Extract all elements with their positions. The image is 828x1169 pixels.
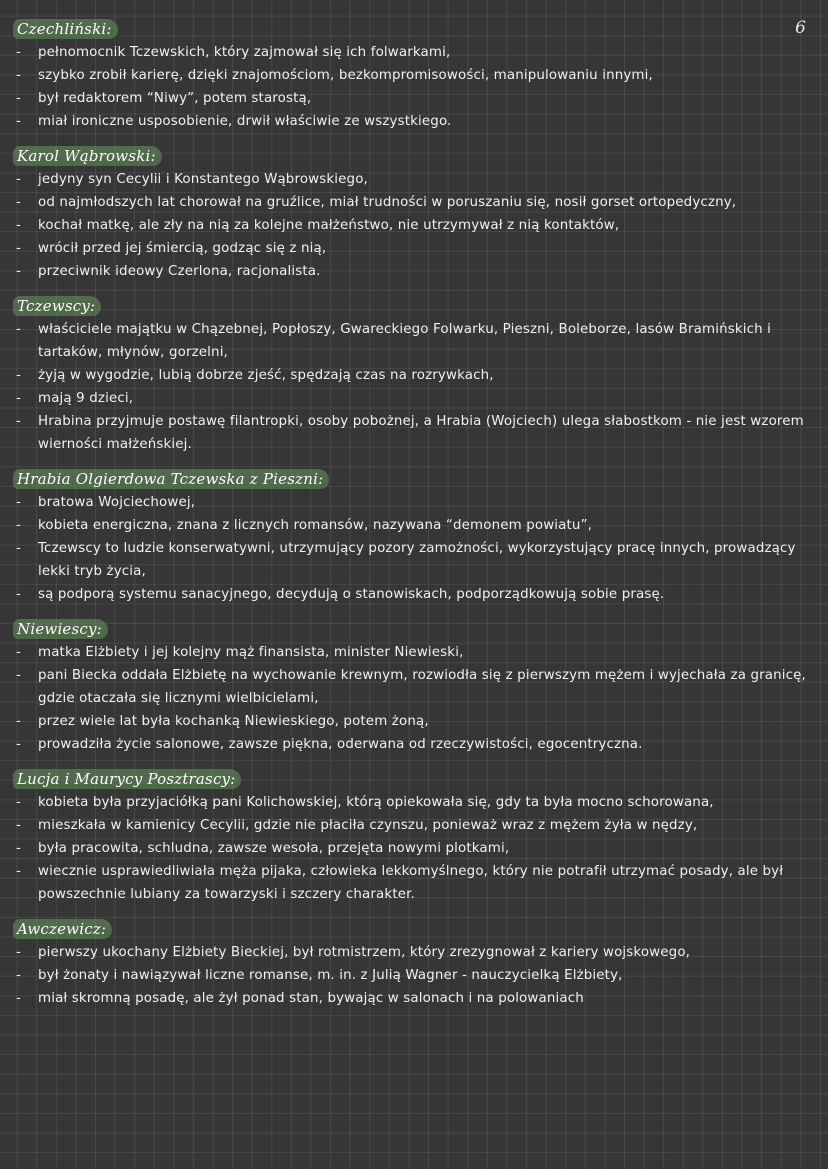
list-item: - bratowa Wojciechowej,: [13, 491, 813, 514]
bullet-list: [13, 941, 813, 1010]
bullet-list: [13, 168, 813, 283]
section-olgierdowa-tczewska: [13, 469, 813, 606]
bullet-list: [13, 41, 813, 133]
list-item: - pełnomocnik Tczewskich, który zajmował się ich folwarkami,: [13, 41, 813, 64]
section-posztrascy: [13, 769, 813, 906]
section-awczewicz: [13, 919, 813, 1010]
list-item: - matka Elżbiety i jej kolejny mąż finansista, minister Niewieski,: [13, 641, 813, 664]
section-heading: Tczewscy:: [13, 296, 101, 316]
list-item: - jedyny syn Cecylii i Konstantego Wąbrowskiego,: [13, 168, 813, 191]
list-item: - kobieta energiczna, znana z licznych romansów, nazywana “demonem powiatu”,: [13, 514, 813, 537]
list-item: - Tczewscy to ludzie konserwatywni, utrzymujący pozory zamożności, wykorzystujący pracę innych, prowadzący lekki tryb życia,: [13, 537, 813, 583]
list-item: - żyją w wygodzie, lubią dobrze zjeść, spędzają czas na rozrywkach,: [13, 364, 813, 387]
list-item: - przez wiele lat była kochanką Niewieskiego, potem żoną,: [13, 710, 813, 733]
list-item: - miał skromną posadę, ale żył ponad stan, bywając w salonach i na polowaniach: [13, 987, 813, 1010]
bullet-list: [13, 491, 813, 606]
list-item: - pierwszy ukochany Elżbiety Bieckiej, był rotmistrzem, który zrezygnował z kariery wojskowego,: [13, 941, 813, 964]
list-item: - wiecznie usprawiedliwiała męża pijaka, człowieka lekkomyślnego, który nie potrafił utrzymać posady, ale był powszechnie lubiany za towarzyski i szczery charakter.: [13, 860, 813, 906]
list-item: - była pracowita, schludna, zawsze wesoła, przejęta nowymi plotkami,: [13, 837, 813, 860]
list-item: - wrócił przed jej śmiercią, godząc się z nią,: [13, 237, 813, 260]
list-item: - kochał matkę, ale zły na nią za kolejne małżeństwo, nie utrzymywał z nią kontaktów,: [13, 214, 813, 237]
list-item: - miał ironiczne usposobienie, drwił właściwie ze wszystkiego.: [13, 110, 813, 133]
section-niewiescy: [13, 619, 813, 756]
section-czechlinski: [13, 19, 813, 133]
page-number: 6: [795, 18, 806, 38]
list-item: - są podporą systemu sanacyjnego, decydują o stanowiskach, podporządkowują sobie prasę.: [13, 583, 813, 606]
section-tczewscy: [13, 296, 813, 456]
section-heading: Czechliński:: [13, 19, 118, 39]
bullet-list: [13, 318, 813, 456]
list-item: - od najmłodszych lat chorował na gruźlice, miał trudności w poruszaniu się, nosił gorset ortopedyczny,: [13, 191, 813, 214]
list-item: - właściciele majątku w Chązebnej, Popłoszy, Gwareckiego Folwarku, Pieszni, Boleborze, lasów Bramińskich i tartaków, młynów, gorzelni,: [13, 318, 813, 364]
list-item: - pani Biecka oddała Elżbietę na wychowanie krewnym, rozwiodła się z pierwszym mężem i wyjechała za granicę, gdzie otaczała się licznymi wielbicielami,: [13, 664, 813, 710]
bullet-list: [13, 641, 813, 756]
list-item: - mieszkała w kamienicy Cecylii, gdzie nie płaciła czynszu, ponieważ wraz z mężem żyła w nędzy,: [13, 814, 813, 837]
list-item: - szybko zrobił karierę, dzięki znajomościom, bezkompromisowości, manipulowaniu innymi,: [13, 64, 813, 87]
list-item: - przeciwnik ideowy Czerlona, racjonalista.: [13, 260, 813, 283]
list-item: - mają 9 dzieci,: [13, 387, 813, 410]
section-heading: Niewiescy:: [13, 619, 108, 639]
list-item: - prowadziła życie salonowe, zawsze piękna, oderwana od rzeczywistości, egocentryczna.: [13, 733, 813, 756]
notes-content: [13, 19, 813, 1023]
list-item: - był żonaty i nawiązywał liczne romanse, m. in. z Julią Wagner - nauczycielką Elżbiety,: [13, 964, 813, 987]
list-item: - Hrabina przyjmuje postawę filantropki, osoby pobożnej, a Hrabia (Wojciech) ulega słabostkom - nie jest wzorem wierności małżeńskiej.: [13, 410, 813, 456]
section-heading: Hrabia Olgierdowa Tczewska z Pieszni:: [13, 469, 329, 489]
bullet-list: [13, 791, 813, 906]
section-heading: Awczewicz:: [13, 919, 112, 939]
list-item: - kobieta była przyjaciółką pani Kolichowskiej, którą opiekowała się, gdy ta była mocno schorowana,: [13, 791, 813, 814]
section-heading: Lucja i Maurycy Posztrascy:: [13, 769, 241, 789]
list-item: - był redaktorem “Niwy”, potem starostą,: [13, 87, 813, 110]
section-heading: Karol Wąbrowski:: [13, 146, 162, 166]
section-karol-wabrowski: [13, 146, 813, 283]
